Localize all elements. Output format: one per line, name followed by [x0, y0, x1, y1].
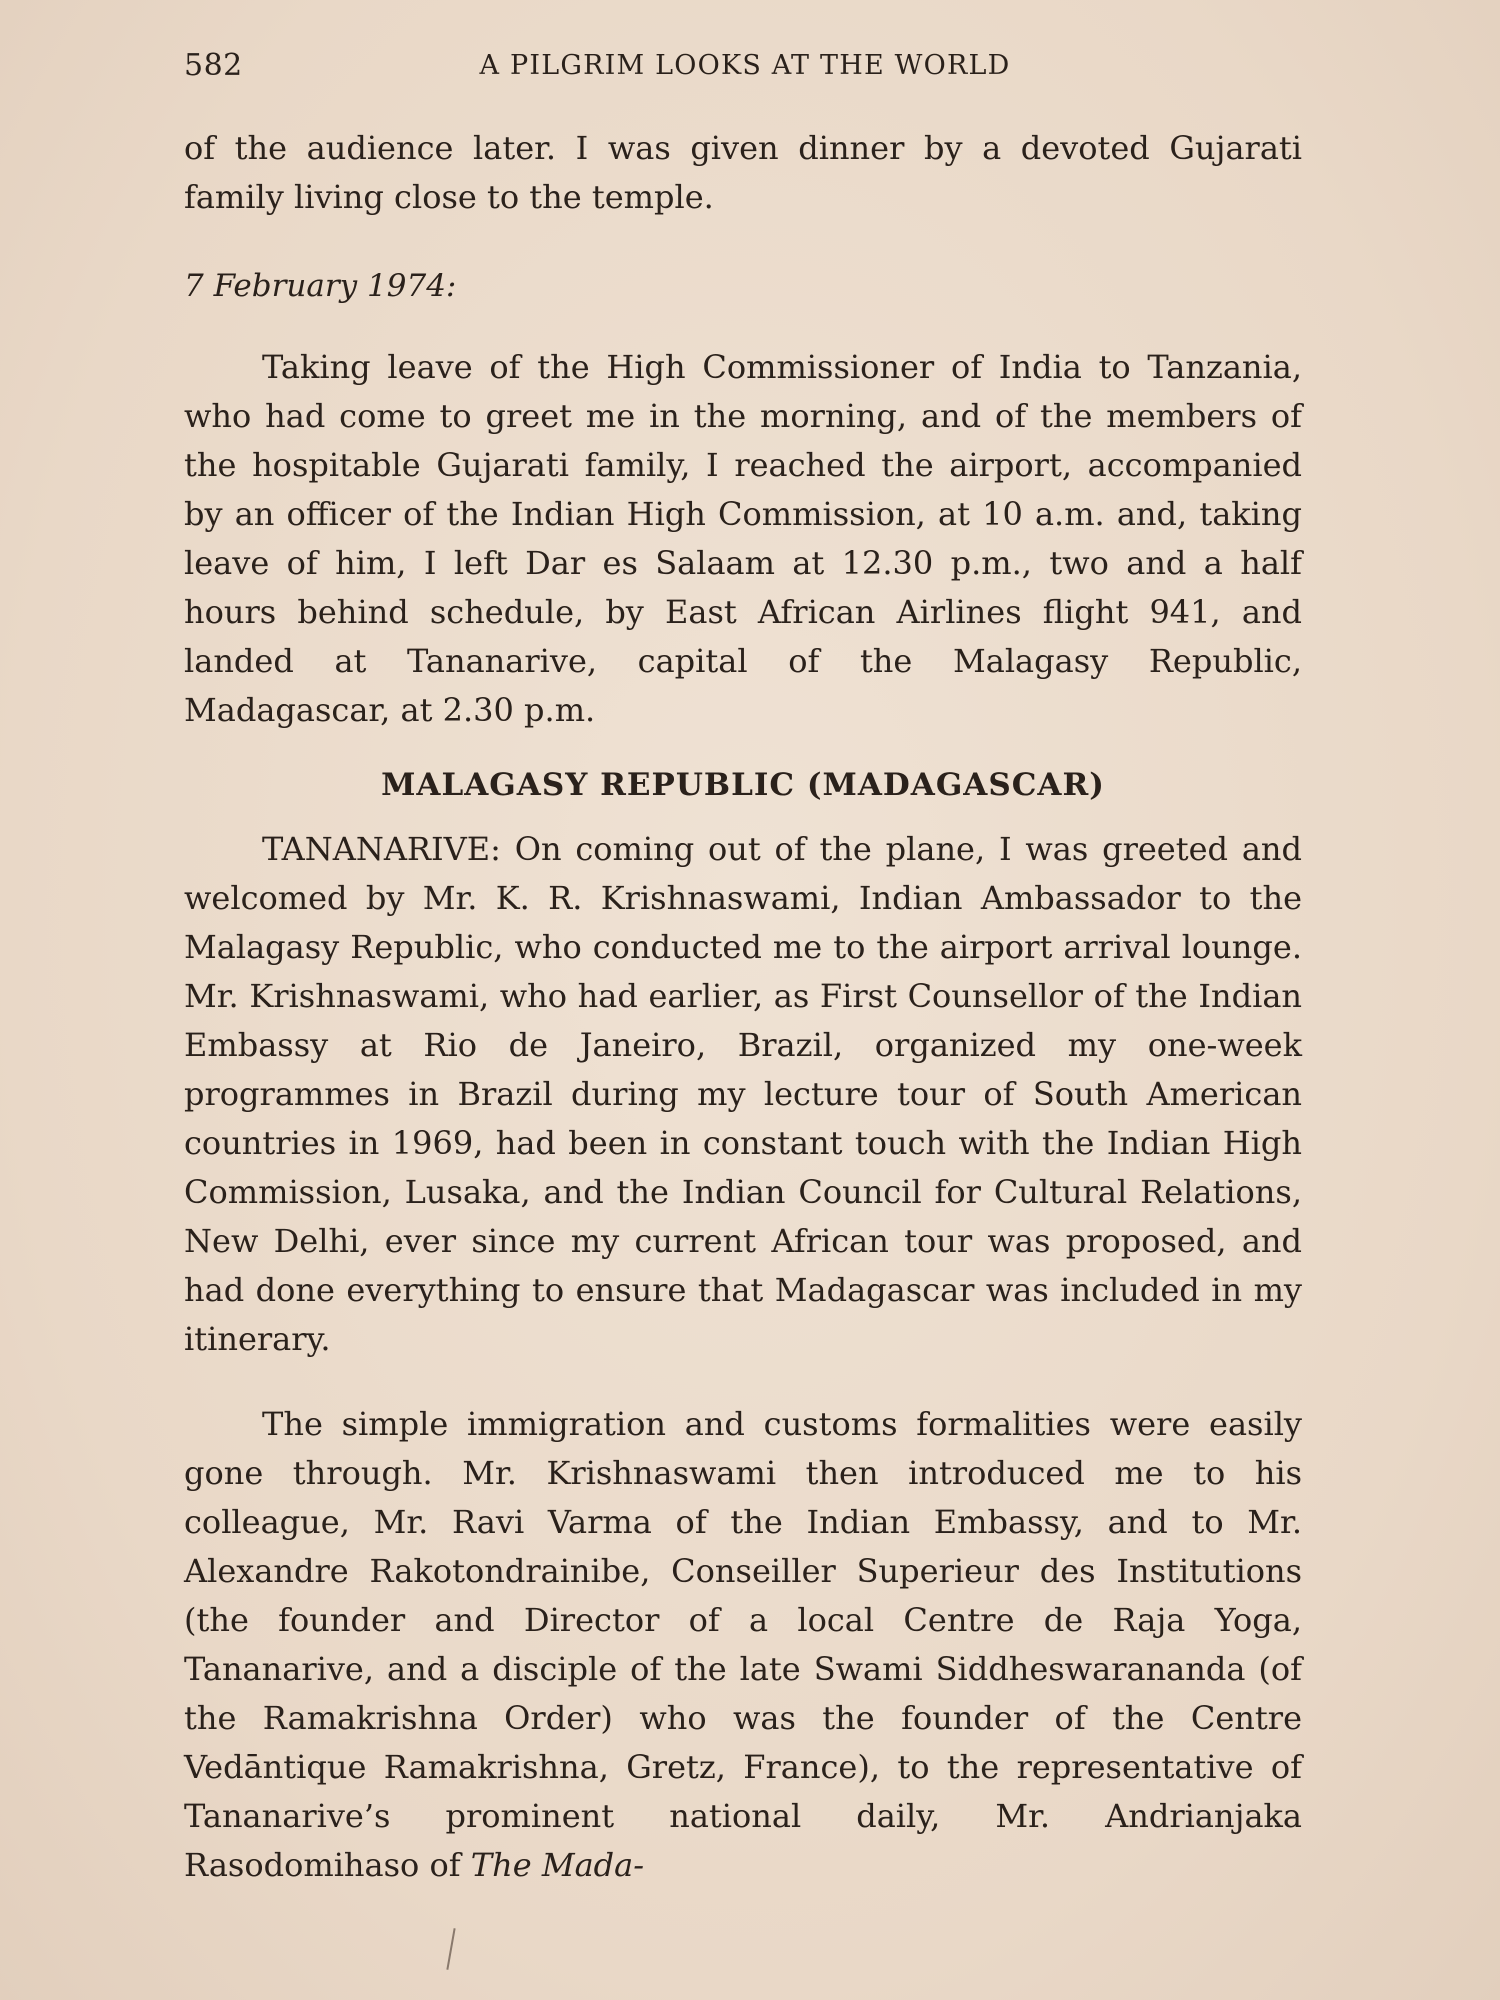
paragraph-departure: Taking leave of the High Commissioner of India to Tanzania, who had come to greet me in the morning, and of the members of the hospitable Gujarati family, I reached the airport, accompanied by an officer of the Indian High Commission, at 10 a.m. and, taking leave of him, I left Dar es Salaam at 12.30 p.m., two and a half hours behind schedule, by East African Airlines flight 941, and landed at Tananarive, capital of the Malagasy Republic, Madagascar, at 2.30 p.m. [184, 348, 1302, 729]
paragraph-introductions-text: The simple immigration and customs formalities were easily gone through. Mr. Krishnaswami then introduced me to his colleague, Mr. Ravi Varma of the Indian Embassy, and to Mr. Alexandre Rakotondrainibe, Conseiller Superieur des Institutions (the founder and Director of a local Centre de Raja Yoga, Tananarive, and a disciple of the late Swami Siddheswarananda (of the Ramakrishna Order) who was the founder of the Centre Vedāntique Ramakrishna, Gretz, France), to the representative of Tananarive’s prominent national daily, Mr. Andrianjaka Rasodomihaso of [184, 1405, 1302, 1884]
newspaper-title-italic: The Mada- [470, 1846, 645, 1884]
page-number: 582 [184, 48, 243, 83]
page-header [184, 48, 1306, 92]
paragraph-continuation: of the audience later. I was given dinner by a devoted Gujarati family living close to the temple. [184, 129, 1302, 216]
paragraph-introductions [184, 1400, 1302, 1890]
running-title: A PILGRIM LOOKS AT THE WORLD [479, 50, 1011, 81]
paragraph-arrival: TANANARIVE: On coming out of the plane, I was greeted and welcomed by Mr. K. R. Krishnaswami, Indian Ambassador to the Malagasy Republic, who conducted me to the airport arrival lounge. Mr. Krishnaswami, who had earlier, as First Counsellor of the Indian Embassy at Rio de Janeiro, Brazil, organized my one-week programmes in Brazil during my lecture tour of South American countries in 1969, had been in constant touch with the Indian High Commission, Lusaka, and the Indian Council for Cultural Relations, New Delhi, ever since my current African tour was proposed, and had done everything to ensure that Madagascar was included in my itinerary. [184, 830, 1302, 1358]
section-heading: MALAGASY REPUBLIC (MADAGASCAR) [381, 767, 1105, 803]
pen-mark [446, 1928, 455, 1970]
date-heading: 7 February 1974: [184, 268, 457, 304]
body-text [184, 124, 1302, 1890]
